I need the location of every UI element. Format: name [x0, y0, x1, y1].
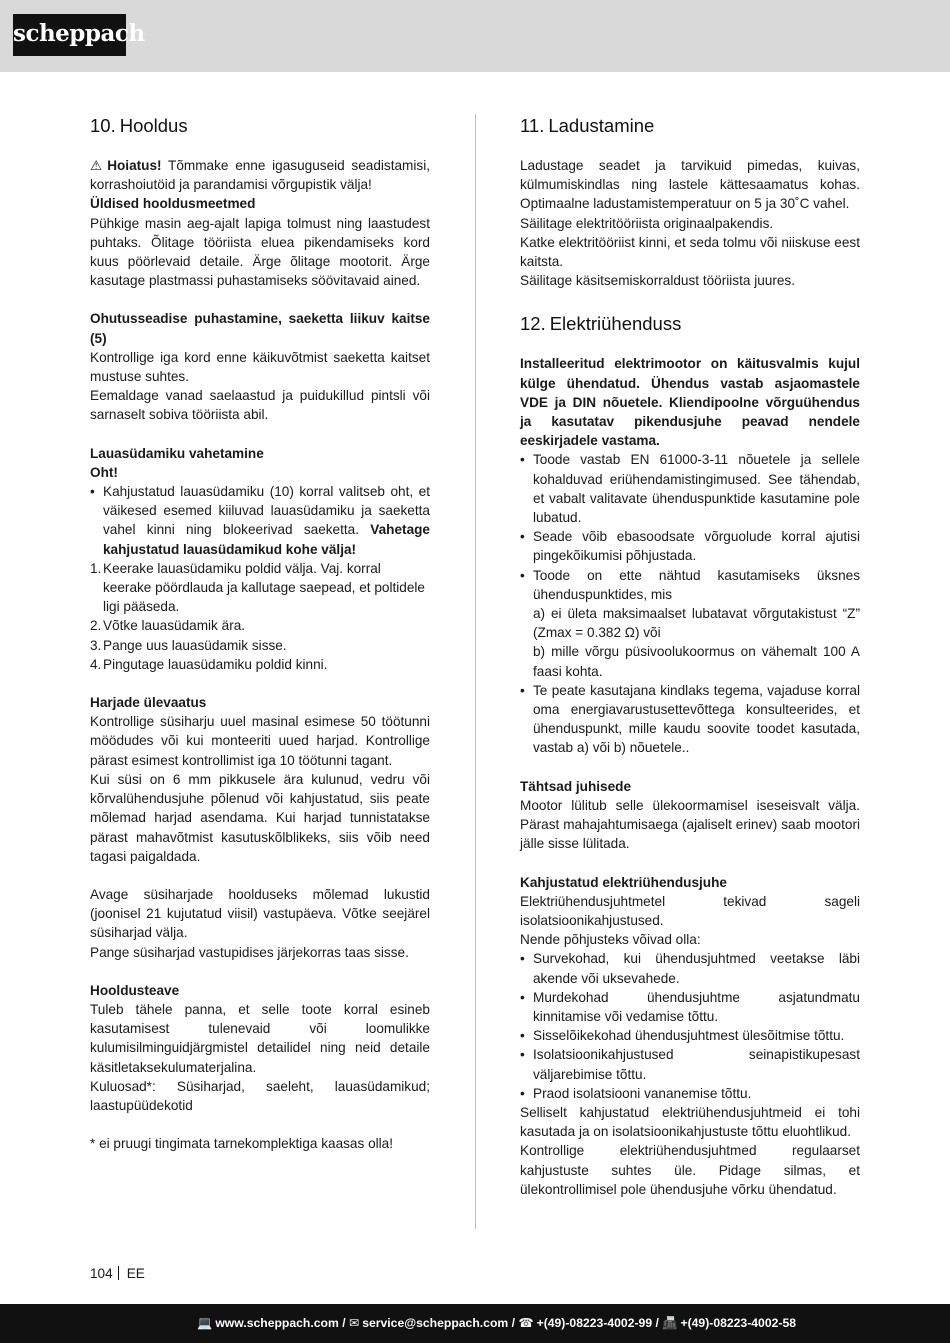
- phone-icon: ☎: [518, 1316, 534, 1330]
- general-maintenance-heading: Üldised hooldusmeetmed: [90, 196, 256, 212]
- section-12-heading: 12. Elektriühenduss: [520, 313, 682, 335]
- footnote: * ei pruugi tingimata tarnekomplektiga kaasas olla!: [90, 1136, 394, 1152]
- danger-label: Oht!: [90, 464, 118, 480]
- service-info-heading: Hooldusteave: [90, 982, 180, 998]
- section-11-heading: 11. Ladustamine: [520, 115, 655, 136]
- list-item: • Praod isolatsiooni vananemise tõttu.: [520, 1085, 752, 1101]
- service-text-2: Kuluosad*: Süsiharjad, saeleht, lauasüdamikud; laastupüüdekotid: [90, 1078, 430, 1113]
- guard-cleaning-heading: Ohutusseadise puhastamine, saeketta liikuv kaitse (5): [90, 311, 430, 346]
- footer-fax: +(49)-08223-4002-58: [680, 1316, 796, 1330]
- page-footer: [0, 1304, 950, 1343]
- section-10-heading: 10. Hooldus: [90, 115, 188, 136]
- page-number: 104 EE: [90, 1266, 145, 1281]
- list-item: • Toode on ette nähtud kasutamiseks üksnes ühenduspunktides, mis a) ei ületa maksimaalset lubatavat võrgutakistust “Z” (Zmax = 0.382 Ω) või b) mille võrgu püsivoolukoormus on vähemalt 100 A faasi kohta.: [520, 567, 860, 679]
- email-icon: ✉: [348, 1316, 360, 1330]
- cable-text-3: Selliselt kahjustatud elektriühendusjuhtmeid ei tohi kasutada ja on isolatsioonikahjustuste tõttu eluohtlikud.: [520, 1104, 860, 1140]
- brush-text-2: Kui süsi on 6 mm pikkusele ära kulunud, vedru või kõrvalühendusjuhe põlenud või kahjustatud, siis peate mõlemad harjad asendama. Kui harjad tunnistatakse pärast mahavõtmist kasutuskõlblikeks, siis võib need tagasi paigaldada.: [90, 771, 430, 864]
- list-item: • Seade võib ebasoodsate võrguolude korral ajutisi pingekõikumisi põhjustada.: [520, 529, 860, 564]
- cable-text-4: Kontrollige elektriühendusjuhtmed regulaarset kahjustuste suhtes üle. Pidage silmas, et ülekontrollimisel pole ühendusjuhe võrku ühendatud.: [520, 1143, 860, 1197]
- fax-icon: 📠: [662, 1316, 678, 1330]
- list-item: • Survekohad, kui ühendusjuhtmed veetakse läbi akende või uksevahede.: [520, 951, 860, 986]
- list-item: • Te peate kasutajana kindlaks tegema, vajaduse korral oma energiavarustusettevõttega konsulteerides, et ühenduspunkt, mille kaudu soovite toodet kasutada, vastab a) või b) nõuetele..: [520, 682, 860, 756]
- important-notes-text: Mootor lülitub selle ülekoormamisel iseseisvalt välja. Pärast mahajahtumisaega (ajaliselt erinev) saab mootori jälle sisse lülitada.: [520, 797, 860, 852]
- service-text-1: Tuleb tähele panna, et selle toote korral esineb kasutamisest tulenevaid või loomulikke kulumisilminguidjärgmistel detailidel ning neid detaile käsitletaksekulumaterjalina.: [90, 1001, 430, 1075]
- table-insert-heading: Lauasüdamiku vahetamine: [90, 445, 264, 461]
- cable-text-1: Elektriühendusjuhtmetel tekivad sageli isolatsioonikahjustused.: [520, 893, 860, 928]
- guard-cleaning-text-1: Kontrollige iga kord enne käikuvõtmist saeketta kaitset mustuse suhtes.: [90, 349, 430, 385]
- scheppach-logo: scheppach: [13, 14, 126, 56]
- important-notes-heading: Tähtsad juhisede: [520, 778, 632, 794]
- warning-icon: ⚠: [90, 158, 103, 173]
- brush-text-1: Kontrollige süsiharju uuel masinal esimese 50 töötunni möödudes või kui monteeriti uued harjad. Kontrollige pärast esimest kontrollimist iga 10 töötunni tagant.: [90, 714, 430, 768]
- list-item: 4. Pingutage lauasüdamiku poldid kinni.: [90, 656, 328, 672]
- list-item: 1. Keerake lauasüdamiku poldid välja. Vaj. korral keerake pöördlauda ja kallutage saepead, et poltidele ligi pääseda.: [90, 560, 425, 615]
- brush-text-4: Pange süsiharjad vastupidises järjekorras taas sisse.: [90, 944, 409, 960]
- list-item: • Murdekohad ühendusjuhtme asjatundmatu kinnitamise või vedamise tõttu.: [520, 989, 860, 1024]
- footer-email[interactable]: service@scheppach.com /: [362, 1316, 515, 1330]
- storage-text-3: Katke elektritööriist kinni, et seda tolmu või niiskuse eest kaitsta.: [520, 234, 860, 270]
- cable-text-2: Nende põhjusteks võivad olla:: [520, 932, 701, 948]
- left-column: [90, 114, 430, 1153]
- list-item: • Sisselõikekohad ühendusjuhtmest ülesõitmise tõttu.: [520, 1028, 845, 1044]
- warning-paragraph: ⚠ Hoiatus! Tõmmake enne igasuguseid seadistamisi, korrashoiutöid ja parandamisi võrgupistik välja!: [90, 158, 430, 193]
- storage-text-2: Säilitage elektritööriista originaalpakendis.: [520, 215, 774, 231]
- footer-website[interactable]: www.scheppach.com /: [215, 1316, 346, 1330]
- list-item: • Toode vastab EN 61000-3-11 nõuetele ja sellele kohalduvad eriühendamistingimused. See tähendab, et vabalt valitavate ühenduspunktide kasutamine pole lubatud.: [520, 452, 860, 526]
- list-item: • Isolatsioonikahjustused seinapistikupesast väljarebimise tõttu.: [520, 1047, 860, 1082]
- footer-phone: +(49)-08223-4002-99 /: [536, 1316, 659, 1330]
- storage-text-4: Säilitage käsitsemiskorraldust tööriista juures.: [520, 273, 796, 289]
- page-header: [0, 0, 950, 72]
- insert-steps: [90, 559, 430, 674]
- computer-icon: 💻: [197, 1316, 213, 1330]
- brush-inspection-heading: Harjade ülevaatus: [90, 695, 207, 711]
- electrical-intro: Installeeritud elektrimootor on käitusvalmis kujul külge ühendatud. Ühendus vastab asjaomastele VDE ja DIN nõuetele. Kliendipoolne võrguühendus ja kasutatav pikendusjuhe peavad nendele eeskirjadele vastama.: [520, 356, 860, 449]
- damaged-cable-heading: Kahjustatud elektriühendusjuhe: [520, 874, 727, 890]
- guard-cleaning-text-2: Eemaldage vanad saelaastud ja puidukillud pintsli või sarnaselt sobiva tööriista abil.: [90, 388, 430, 423]
- right-column: [520, 114, 860, 1199]
- brush-text-3: Avage süsiharjade hoolduseks mõlemad lukustid (joonisel 21 kujutatud viisil) vastupäeva. Võtke seejärel süsiharjad välja.: [90, 886, 430, 941]
- list-item: 2. Võtke lauasüdamik ära.: [90, 618, 246, 634]
- general-maintenance-text: Pühkige masin aeg-ajalt lapiga tolmust ning laastudest puhtaks. Õlitage tööriista eluea pikendamiseks kord kuus pöörlevaid detaile. Ärge õlitage mootorit. Ärge kasutage plastmassi puhastamiseks söövitavaid ained.: [90, 215, 430, 289]
- list-item: • Kahjustatud lauasüdamiku (10) korral valitseb oht, et väikesed esemed kiiluvad lauasüdamiku ja saeketta vahel kinni ning blokeerivad saeketta. Vahetage kahjustatud lauasüdamikud kohe välja!: [90, 484, 430, 557]
- list-item: 3. Pange uus lauasüdamik sisse.: [90, 637, 287, 653]
- storage-text-1: Ladustage seadet ja tarvikuid pimedas, kuivas, külmumiskindlas ning lastele kättesaamatus kohas. Optimaalne ladustamistemperatuur on 5 ja 30˚C vahel.: [520, 158, 860, 212]
- column-divider: [475, 114, 476, 1229]
